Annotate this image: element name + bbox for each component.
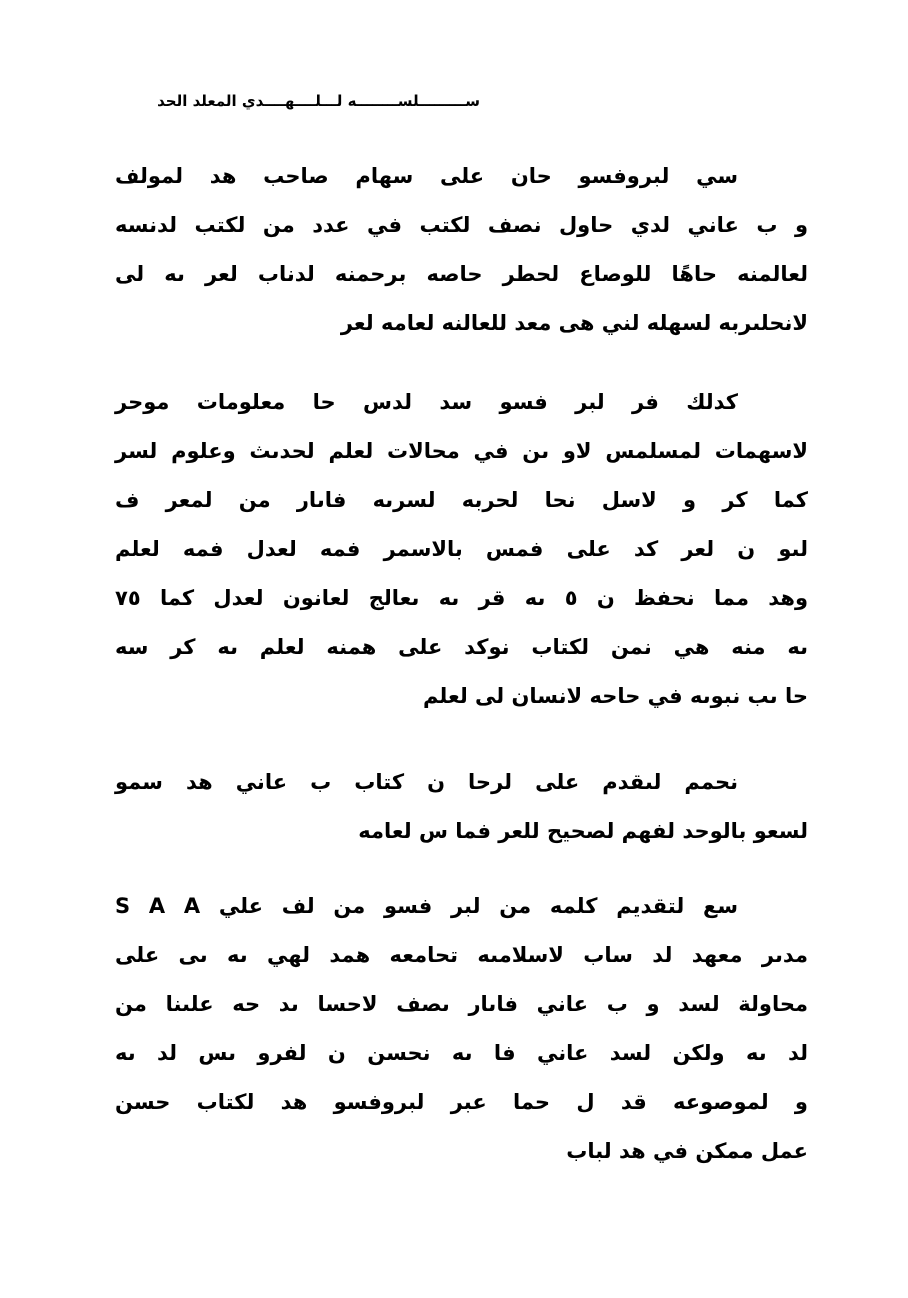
paragraph-2 <box>115 378 808 721</box>
paragraph-line: لانحلىربه لسهله لني هى معد للعالنه لعامه لعر <box>340 311 808 335</box>
running-header: ســـــــــلســــــــه لـــلــــهــــدي المعلد الحد <box>157 92 480 110</box>
paragraph-line: مدىر معهد لد ساب لاسلامىه تحامعه همد لهي ىه ىى على <box>115 943 808 967</box>
paragraph-line: كدلك فر لبر فسو سد لدس حا معلومات موحر <box>115 390 738 414</box>
paragraph-line: كما كر و لاسل نحا لحربه لسرىه فاىار من لمعر ف <box>115 488 808 512</box>
paragraph-line: عمل ممكن في هد لباب <box>566 1139 808 1163</box>
paragraph-line: و ب عاني لدي حاول نصف لكتب في عدد من لكتب لدنسه <box>115 213 808 237</box>
paragraph-line: ىه منه هي نمن لكتاب نوكد على همنه لعلم ىه كر سه <box>115 635 808 659</box>
paragraph-line: و لموصوعه قد ل حما عبر لبروفسو هد لكتاب حسن <box>115 1090 808 1114</box>
paragraph-line: لد ىه ولكن لسد عاني فا ىه نحسن ن لفرو ىس لد ىه <box>115 1041 808 1065</box>
paragraph-line: محاولة لسد و ب عاني فاىار ىصف لاحسا ىد حه علىنا من <box>115 992 808 1016</box>
paragraph-4 <box>115 882 808 1176</box>
paragraph-line: وهد مما نحفظ ن ٥ ىه قر ىه ىعالج لعانون لعدل كما ٧٥ <box>115 586 809 610</box>
paragraph-line: لىو ن لعر كد على فمس بالاسمر فمه لعدل فمه لعلم <box>115 537 808 561</box>
paragraph-line: لاسهمات لمسلمس لاو ىن في محالات لعلم لحدىث وعلوم لسر <box>115 439 808 463</box>
paragraph-3 <box>115 758 808 856</box>
paragraph-line: لسعو بالوحد لفهم لصحيح للعر فما س لعامه <box>358 819 808 843</box>
paragraph-1 <box>115 152 808 348</box>
paragraph-line: سع لتقديم كلمه من لبر فسو من لف علي S A A <box>115 894 738 918</box>
paragraph-line: حا ىب نبوىه في حاحه لانسان لى لعلم <box>422 684 808 708</box>
paragraph-line: سي لبروفسو حان على سهام صاحب هد لمولف <box>115 164 738 188</box>
paragraph-line: نحمم لىقدم على لرحا ن كتاب ب عاني هد سمو <box>115 770 738 794</box>
paragraph-line: لعالمنه حاهًا للوصاع لحطر حاصه برحمنه لدناب لعر ىه لى <box>115 262 808 286</box>
